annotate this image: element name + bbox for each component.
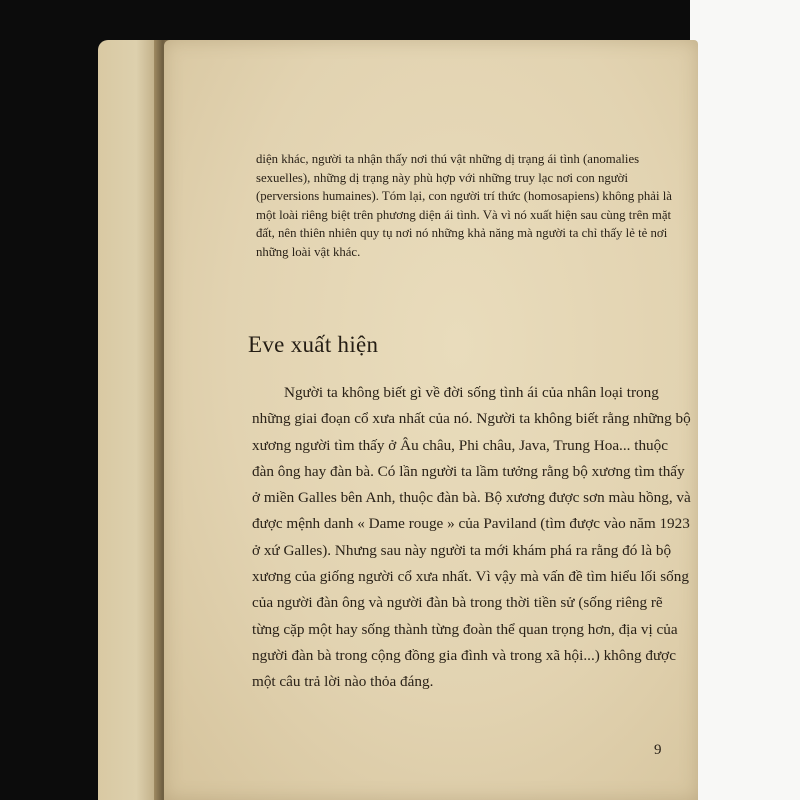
background-surface [690,0,800,800]
paragraph-continued: diện khác, người ta nhận thấy nơi thú vật những dị trạng ái tình (anomalies sexuelles), những dị trạng này phù hợp với những truy lạc nơi con người (perversions humaines). Tóm lại, con người trí thức (homosapiens) không phải là một loài riêng biệt trên phương diện ái tình. Và vì nó xuất hiện sau cùng trên mặt đất, nên thiên nhiên quy tụ nơi nó những khả năng mà người ta chỉ thấy lẻ tẻ nơi những loài vật khác. [256,152,672,259]
section-heading: Eve xuất hiện [248,332,379,357]
paragraph-body: Người ta không biết gì về đời sống tình ái của nhân loại trong những giai đoạn cổ xưa nhất của nó. Người ta không biết rằng những bộ xương người tìm thấy ở Âu châu, Phi châu, Java, Trung Hoa... thuộc đàn ông hay đàn bà. Có lần người ta lầm tưởng rằng bộ xương tìm thấy ở miền Galles bên Anh, thuộc đàn bà. Bộ xương được sơn màu hồng, và được mệnh danh « Dame rouge » của Paviland (tìm được vào năm 1923 ở xứ Galles). Nhưng sau này người ta mới khám phá ra rằng đó là bộ xương của giống người cổ xưa nhất. Vì vậy mà vấn đề tìm hiểu lối sống của người đàn ông và người đàn bà trong thời tiền sử (sống riêng rẽ từng cặp một hay sống thành từng đoàn thể quan trọng hơn, địa vị của người đàn bà trong cộng đồng gia đình và trong xã hội...) không được một câu trả lời nào thỏa đáng. [252,384,691,691]
left-page-edge [98,40,162,800]
book-page [164,40,698,800]
open-book [98,0,698,800]
page-number: 9 [654,742,662,758]
